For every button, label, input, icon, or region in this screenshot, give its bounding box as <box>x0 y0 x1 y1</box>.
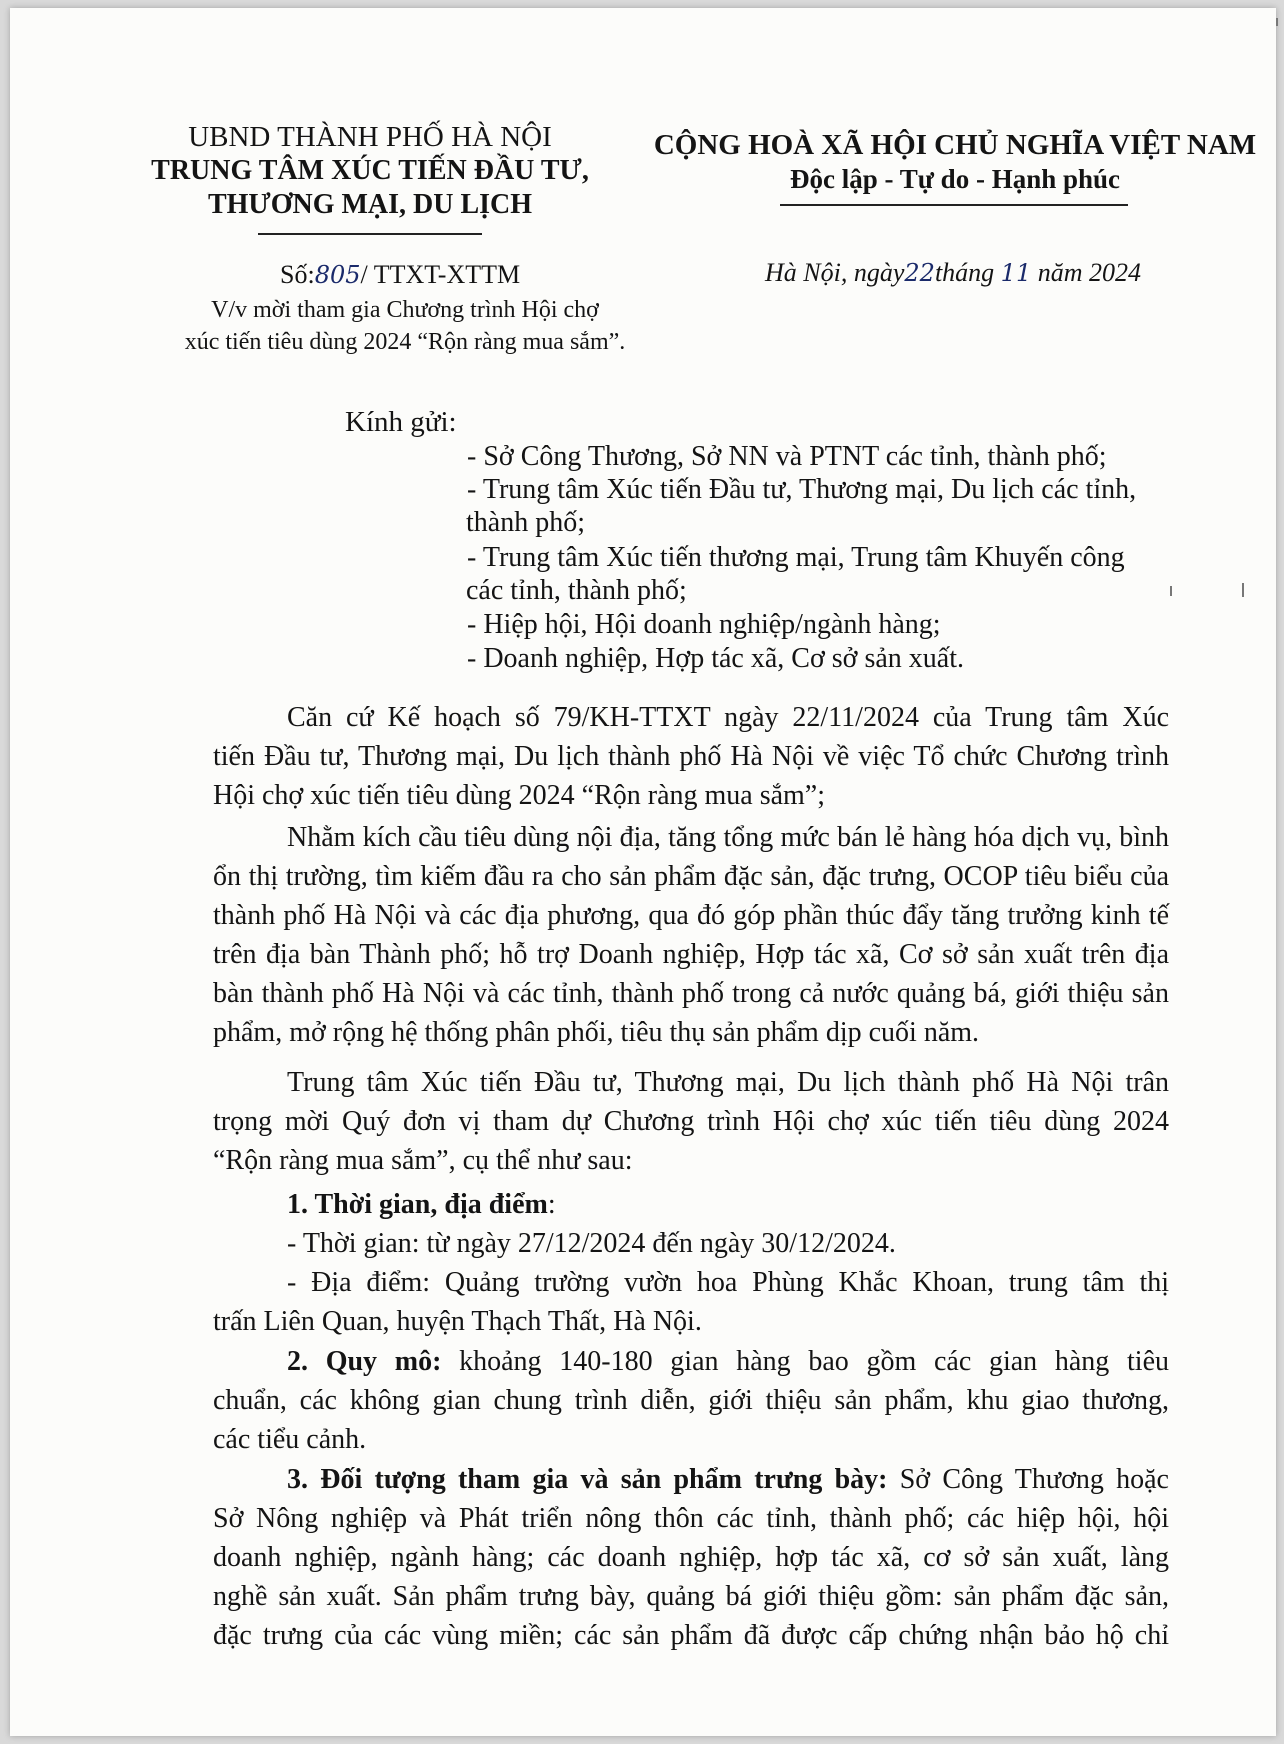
section-1-colon: : <box>547 1189 556 1220</box>
scan-speck <box>1276 18 1278 26</box>
recipient-item: thành phố; <box>466 507 585 538</box>
nation-line-1: CỘNG HOÀ XÃ HỘI CHỦ NGHĨA VIỆT NAM <box>653 129 1257 161</box>
para-line: chuẩn, các không gian chung trình diễn, giới thiệu sản phẩm, khu giao thương, <box>213 1385 1169 1416</box>
paragraph-invitation <box>213 1063 1169 1180</box>
para-line: khoảng 140-180 gian hàng bao gồm các gian hàng tiêu <box>441 1346 1170 1377</box>
para-line: Căn cứ Kế hoạch số 79/KH-TTXT ngày 22/11/2024 của Trung tâm Xúc <box>287 702 1169 733</box>
paragraph-purpose <box>213 818 1169 1052</box>
handwritten-day: 22 <box>904 259 935 287</box>
recipient-item: - Trung tâm Xúc tiến thương mại, Trung tâm Khuyến công <box>467 542 1125 573</box>
section-1-time: - Thời gian: từ ngày 27/12/2024 đến ngày 30/12/2024. <box>287 1228 896 1259</box>
para-line: doanh nghiệp, ngành hàng; các doanh nghiệp, hợp tác xã, cơ sở sản xuất, làng <box>213 1542 1169 1573</box>
number-suffix: / TTXT-XTTM <box>360 260 521 289</box>
section-1-place <box>213 1263 1169 1341</box>
document-page <box>10 8 1276 1736</box>
recipient-item: - Hiệp hội, Hội doanh nghiệp/ngành hàng; <box>467 609 941 640</box>
para-line: nghề sản xuất. Sản phẩm trưng bày, quảng bá giới thiệu gồm: sản phẩm đặc sản, <box>213 1581 1169 1612</box>
section-3 <box>213 1460 1169 1655</box>
scan-speck <box>1242 583 1244 597</box>
section-1-heading <box>287 1185 556 1224</box>
scan-speck <box>1170 586 1172 596</box>
recipients-label: Kính gửi: <box>345 406 457 438</box>
para-line: Hội chợ xúc tiến tiêu dùng 2024 “Rộn ràng mua sắm”; <box>213 780 826 811</box>
document-date <box>765 258 1141 288</box>
recipient-item: - Trung tâm Xúc tiến Đầu tư, Thương mại, Du lịch các tỉnh, <box>467 474 1137 505</box>
paragraph-legal-basis <box>213 698 1169 815</box>
org-line-3: THƯƠNG MẠI, DU LỊCH <box>207 189 533 220</box>
para-line: trấn Liên Quan, huyện Thạch Thất, Hà Nội. <box>213 1306 702 1337</box>
subject-line-1: V/v mời tham gia Chương trình Hội chợ <box>211 297 599 323</box>
document-number <box>280 260 520 290</box>
para-line: đặc trưng của các vùng miền; các sản phẩm đã được cấp chứng nhận bảo hộ chỉ <box>213 1620 1169 1651</box>
date-year: năm 2024 <box>1037 258 1141 287</box>
date-prefix: Hà Nội, ngày <box>765 258 905 287</box>
subject <box>170 294 640 358</box>
recipient-item: các tỉnh, thành phố; <box>466 575 687 606</box>
para-line: trên địa bàn Thành phố; hỗ trợ Doanh nghiệp, Hợp tác xã, Cơ sở sản xuất trên địa <box>213 939 1169 970</box>
para-line: Nhằm kích cầu tiêu dùng nội địa, tăng tổng mức bán lẻ hàng hóa dịch vụ, bình <box>287 822 1169 853</box>
org-underline <box>258 233 482 235</box>
org-line-1: UBND THÀNH PHỐ HÀ NỘI <box>188 121 552 153</box>
section-3-title: 3. Đối tượng tham gia và sản phẩm trưng bày: <box>287 1464 888 1495</box>
date-month-label: tháng <box>934 258 995 287</box>
para-line: bàn thành phố Hà Nội và các tỉnh, thành phố trong cả nước quảng bá, giới thiệu sản <box>213 978 1169 1009</box>
para-line: phẩm, mở rộng hệ thống phân phối, tiêu thụ sản phẩm dịp cuối năm. <box>213 1017 980 1048</box>
number-prefix: Số: <box>280 260 315 289</box>
recipient-item: - Sở Công Thương, Sở NN và PTNT các tỉnh, thành phố; <box>467 441 1107 472</box>
para-line: thành phố Hà Nội và các địa phương, qua đó góp phần thúc đẩy tăng trưởng kinh tế <box>213 900 1169 931</box>
para-line: Sở Công Thương hoặc <box>887 1464 1169 1495</box>
para-line: trọng mời Quý đơn vị tham dự Chương trình Hội chợ xúc tiến tiêu dùng 2024 <box>213 1106 1169 1137</box>
para-line: Trung tâm Xúc tiến Đầu tư, Thương mại, Du lịch thành phố Hà Nội trân <box>287 1067 1169 1098</box>
subject-line-2: xúc tiến tiêu dùng 2024 “Rộn ràng mua sắm”. <box>184 329 626 355</box>
handwritten-number: 805 <box>314 261 361 289</box>
section-2-title: 2. Quy mô: <box>287 1346 442 1377</box>
para-line: các tiểu cảnh. <box>213 1424 367 1455</box>
para-line: tiến Đầu tư, Thương mại, Du lịch thành phố Hà Nội về việc Tổ chức Chương trình <box>213 741 1169 772</box>
recipient-item: - Doanh nghiệp, Hợp tác xã, Cơ sở sản xuất. <box>467 643 964 674</box>
nation-line-2: Độc lập - Tự do - Hạnh phúc <box>789 164 1121 194</box>
para-line: Sở Nông nghiệp và Phát triển nông thôn các tỉnh, thành phố; các hiệp hội, hội <box>213 1503 1169 1534</box>
para-line: - Địa điểm: Quảng trường vườn hoa Phùng Khắc Khoan, trung tâm thị <box>287 1267 1169 1298</box>
issuing-organization <box>140 120 600 222</box>
handwritten-month: 11 <box>1000 259 1032 287</box>
motto-underline <box>780 204 1128 206</box>
national-motto <box>650 128 1260 196</box>
para-line: “Rộn ràng mua sắm”, cụ thể như sau: <box>213 1145 633 1176</box>
section-1-title: 1. Thời gian, địa điểm <box>287 1189 548 1220</box>
org-line-2: TRUNG TÂM XÚC TIẾN ĐẦU TƯ, <box>151 155 589 186</box>
section-2 <box>213 1342 1169 1459</box>
para-line: ổn thị trường, tìm kiếm đầu ra cho sản phẩm đặc sản, đặc trưng, OCOP tiêu biểu của <box>213 861 1169 892</box>
